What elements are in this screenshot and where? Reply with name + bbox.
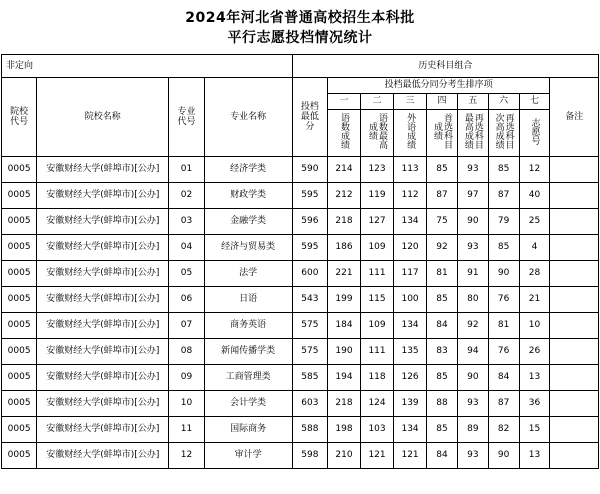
header-sub-7: 志愿号 <box>519 110 550 157</box>
cell-rank-7: 36 <box>519 391 550 417</box>
cell-school-name: 安徽财经大学(蚌埠市)[公办] <box>37 443 169 469</box>
cell-school-code: 0005 <box>2 313 37 339</box>
cell-rank-5: 93 <box>457 443 488 469</box>
cell-min-score: 575 <box>292 313 327 339</box>
table-row <box>2 313 599 339</box>
header-sub-2: 语数最高成绩 <box>361 110 394 157</box>
cell-rank-2: 123 <box>361 157 394 183</box>
cell-remark <box>550 261 599 287</box>
cell-rank-2: 118 <box>361 365 394 391</box>
cell-school-name: 安徽财经大学(蚌埠市)[公办] <box>37 287 169 313</box>
cell-rank-1: 184 <box>327 313 360 339</box>
cell-rank-7: 28 <box>519 261 550 287</box>
cell-rank-5: 97 <box>457 183 488 209</box>
cell-major-name: 商务英语 <box>204 313 292 339</box>
cell-rank-6: 85 <box>488 157 519 183</box>
cell-rank-2: 109 <box>361 313 394 339</box>
header-major-name: 专业名称 <box>204 78 292 157</box>
cell-school-name: 安徽财经大学(蚌埠市)[公办] <box>37 261 169 287</box>
cell-rank-4: 88 <box>427 391 458 417</box>
table-row <box>2 365 599 391</box>
cell-rank-2: 124 <box>361 391 394 417</box>
cell-rank-2: 111 <box>361 261 394 287</box>
page-title <box>0 0 600 54</box>
cell-min-score: 596 <box>292 209 327 235</box>
cell-rank-6: 76 <box>488 339 519 365</box>
cell-rank-4: 85 <box>427 365 458 391</box>
cell-rank-5: 91 <box>457 261 488 287</box>
header-sub-4: 首选科目成绩 <box>427 110 458 157</box>
cell-rank-3: 135 <box>394 339 427 365</box>
table-row <box>2 287 599 313</box>
cell-rank-6: 90 <box>488 443 519 469</box>
cell-rank-5: 93 <box>457 391 488 417</box>
cell-rank-1: 212 <box>327 183 360 209</box>
admission-score-table <box>1 54 599 469</box>
cell-major-name: 国际商务 <box>204 417 292 443</box>
header-remark: 备注 <box>550 78 599 157</box>
cell-rank-5: 90 <box>457 209 488 235</box>
cell-min-score: 600 <box>292 261 327 287</box>
header-min-score: 投档 最低 分 <box>292 78 327 157</box>
header-ordinal-4: 四 <box>427 94 458 110</box>
cell-rank-4: 75 <box>427 209 458 235</box>
cell-remark <box>550 365 599 391</box>
cell-rank-3: 134 <box>394 209 427 235</box>
cell-rank-5: 94 <box>457 339 488 365</box>
cell-major-code: 11 <box>169 417 204 443</box>
cell-remark <box>550 235 599 261</box>
cell-remark <box>550 183 599 209</box>
cell-major-code: 09 <box>169 365 204 391</box>
header-ordinal-3: 三 <box>394 94 427 110</box>
cell-remark <box>550 391 599 417</box>
cell-rank-3: 121 <box>394 443 427 469</box>
cell-school-code: 0005 <box>2 157 37 183</box>
cell-rank-7: 13 <box>519 365 550 391</box>
cell-remark <box>550 209 599 235</box>
band-right-label: 历史科目组合 <box>292 55 598 78</box>
header-sub-6: 再选科目次高成绩 <box>488 110 519 157</box>
cell-rank-3: 112 <box>394 183 427 209</box>
cell-rank-2: 127 <box>361 209 394 235</box>
header-ordinal-6: 六 <box>488 94 519 110</box>
cell-rank-7: 10 <box>519 313 550 339</box>
cell-min-score: 598 <box>292 443 327 469</box>
cell-remark <box>550 313 599 339</box>
cell-rank-1: 210 <box>327 443 360 469</box>
cell-rank-1: 198 <box>327 417 360 443</box>
table-row <box>2 443 599 469</box>
cell-rank-6: 79 <box>488 209 519 235</box>
header-school-code: 院校 代号 <box>2 78 37 157</box>
cell-rank-7: 21 <box>519 287 550 313</box>
cell-rank-6: 76 <box>488 287 519 313</box>
cell-rank-6: 87 <box>488 391 519 417</box>
cell-min-score: 588 <box>292 417 327 443</box>
cell-major-name: 财政学类 <box>204 183 292 209</box>
cell-rank-3: 134 <box>394 313 427 339</box>
cell-major-name: 审计学 <box>204 443 292 469</box>
cell-rank-7: 13 <box>519 443 550 469</box>
cell-rank-5: 93 <box>457 235 488 261</box>
cell-rank-1: 186 <box>327 235 360 261</box>
cell-rank-5: 80 <box>457 287 488 313</box>
cell-major-code: 02 <box>169 183 204 209</box>
cell-remark <box>550 287 599 313</box>
cell-school-code: 0005 <box>2 287 37 313</box>
cell-rank-7: 15 <box>519 417 550 443</box>
cell-rank-6: 85 <box>488 235 519 261</box>
cell-rank-6: 84 <box>488 365 519 391</box>
cell-school-code: 0005 <box>2 339 37 365</box>
cell-min-score: 603 <box>292 391 327 417</box>
cell-rank-1: 218 <box>327 391 360 417</box>
header-ordinal-2: 二 <box>361 94 394 110</box>
cell-school-code: 0005 <box>2 183 37 209</box>
cell-rank-4: 81 <box>427 261 458 287</box>
cell-major-code: 07 <box>169 313 204 339</box>
cell-rank-2: 109 <box>361 235 394 261</box>
cell-remark <box>550 443 599 469</box>
table-row <box>2 339 599 365</box>
cell-rank-5: 90 <box>457 365 488 391</box>
cell-min-score: 543 <box>292 287 327 313</box>
header-school-name: 院校名称 <box>37 78 169 157</box>
cell-school-name: 安徽财经大学(蚌埠市)[公办] <box>37 313 169 339</box>
cell-remark <box>550 339 599 365</box>
cell-rank-2: 103 <box>361 417 394 443</box>
cell-school-code: 0005 <box>2 443 37 469</box>
cell-school-name: 安徽财经大学(蚌埠市)[公办] <box>37 339 169 365</box>
cell-rank-7: 12 <box>519 157 550 183</box>
cell-rank-3: 126 <box>394 365 427 391</box>
cell-rank-4: 84 <box>427 443 458 469</box>
table-row <box>2 391 599 417</box>
cell-rank-1: 199 <box>327 287 360 313</box>
cell-major-name: 工商管理类 <box>204 365 292 391</box>
cell-major-name: 法学 <box>204 261 292 287</box>
cell-rank-1: 221 <box>327 261 360 287</box>
header-rank-group: 投档最低分同分考生排序项 <box>327 78 549 94</box>
cell-rank-4: 85 <box>427 157 458 183</box>
table-row <box>2 157 599 183</box>
cell-rank-1: 194 <box>327 365 360 391</box>
cell-rank-3: 134 <box>394 417 427 443</box>
cell-rank-4: 83 <box>427 339 458 365</box>
cell-min-score: 585 <box>292 365 327 391</box>
cell-school-code: 0005 <box>2 209 37 235</box>
table-row <box>2 417 599 443</box>
cell-major-code: 06 <box>169 287 204 313</box>
table-row <box>2 235 599 261</box>
cell-school-code: 0005 <box>2 365 37 391</box>
table-band-row <box>2 55 599 78</box>
table-row <box>2 183 599 209</box>
table-row <box>2 261 599 287</box>
cell-rank-4: 92 <box>427 235 458 261</box>
cell-school-code: 0005 <box>2 391 37 417</box>
cell-school-code: 0005 <box>2 261 37 287</box>
header-ordinal-1: 一 <box>327 94 360 110</box>
cell-rank-4: 84 <box>427 313 458 339</box>
header-major-code: 专业 代号 <box>169 78 204 157</box>
cell-rank-4: 85 <box>427 417 458 443</box>
cell-major-code: 01 <box>169 157 204 183</box>
cell-rank-7: 40 <box>519 183 550 209</box>
cell-major-code: 05 <box>169 261 204 287</box>
cell-remark <box>550 417 599 443</box>
cell-rank-5: 92 <box>457 313 488 339</box>
cell-school-name: 安徽财经大学(蚌埠市)[公办] <box>37 183 169 209</box>
title-line-2: 平行志愿投档情况统计 <box>227 30 373 46</box>
cell-major-name: 会计学类 <box>204 391 292 417</box>
cell-major-code: 10 <box>169 391 204 417</box>
cell-major-name: 日语 <box>204 287 292 313</box>
cell-major-code: 03 <box>169 209 204 235</box>
cell-rank-7: 26 <box>519 339 550 365</box>
cell-rank-7: 4 <box>519 235 550 261</box>
cell-major-name: 经济学类 <box>204 157 292 183</box>
cell-rank-6: 81 <box>488 313 519 339</box>
cell-rank-3: 113 <box>394 157 427 183</box>
cell-rank-2: 115 <box>361 287 394 313</box>
title-line-1: 2024年河北省普通高校招生本科批 <box>185 10 415 26</box>
header-sub-3: 外语成绩 <box>394 110 427 157</box>
header-sub-1: 语数成绩 <box>327 110 360 157</box>
cell-rank-2: 111 <box>361 339 394 365</box>
cell-rank-3: 120 <box>394 235 427 261</box>
header-sub-5: 再选科目最高成绩 <box>457 110 488 157</box>
cell-school-code: 0005 <box>2 417 37 443</box>
cell-major-name: 金融学类 <box>204 209 292 235</box>
cell-rank-1: 214 <box>327 157 360 183</box>
cell-major-code: 04 <box>169 235 204 261</box>
cell-major-code: 12 <box>169 443 204 469</box>
cell-min-score: 590 <box>292 157 327 183</box>
header-ordinal-7: 七 <box>519 94 550 110</box>
cell-rank-4: 87 <box>427 183 458 209</box>
cell-min-score: 595 <box>292 235 327 261</box>
cell-rank-6: 82 <box>488 417 519 443</box>
cell-rank-6: 90 <box>488 261 519 287</box>
header-ordinal-5: 五 <box>457 94 488 110</box>
cell-rank-5: 93 <box>457 157 488 183</box>
cell-remark <box>550 157 599 183</box>
cell-major-code: 08 <box>169 339 204 365</box>
cell-rank-2: 119 <box>361 183 394 209</box>
cell-rank-6: 87 <box>488 183 519 209</box>
cell-rank-1: 218 <box>327 209 360 235</box>
cell-school-name: 安徽财经大学(蚌埠市)[公办] <box>37 391 169 417</box>
cell-rank-3: 139 <box>394 391 427 417</box>
cell-school-code: 0005 <box>2 235 37 261</box>
cell-rank-1: 190 <box>327 339 360 365</box>
cell-rank-4: 85 <box>427 287 458 313</box>
cell-min-score: 575 <box>292 339 327 365</box>
band-left-label: 非定向 <box>2 55 293 78</box>
table-row <box>2 209 599 235</box>
cell-school-name: 安徽财经大学(蚌埠市)[公办] <box>37 157 169 183</box>
cell-school-name: 安徽财经大学(蚌埠市)[公办] <box>37 235 169 261</box>
cell-rank-7: 25 <box>519 209 550 235</box>
cell-min-score: 595 <box>292 183 327 209</box>
cell-major-name: 经济与贸易类 <box>204 235 292 261</box>
cell-rank-3: 100 <box>394 287 427 313</box>
cell-school-name: 安徽财经大学(蚌埠市)[公办] <box>37 365 169 391</box>
cell-school-name: 安徽财经大学(蚌埠市)[公办] <box>37 209 169 235</box>
table-group-header-row <box>2 78 599 94</box>
cell-rank-3: 117 <box>394 261 427 287</box>
cell-major-name: 新闻传播学类 <box>204 339 292 365</box>
cell-school-name: 安徽财经大学(蚌埠市)[公办] <box>37 417 169 443</box>
cell-rank-5: 89 <box>457 417 488 443</box>
cell-rank-2: 121 <box>361 443 394 469</box>
